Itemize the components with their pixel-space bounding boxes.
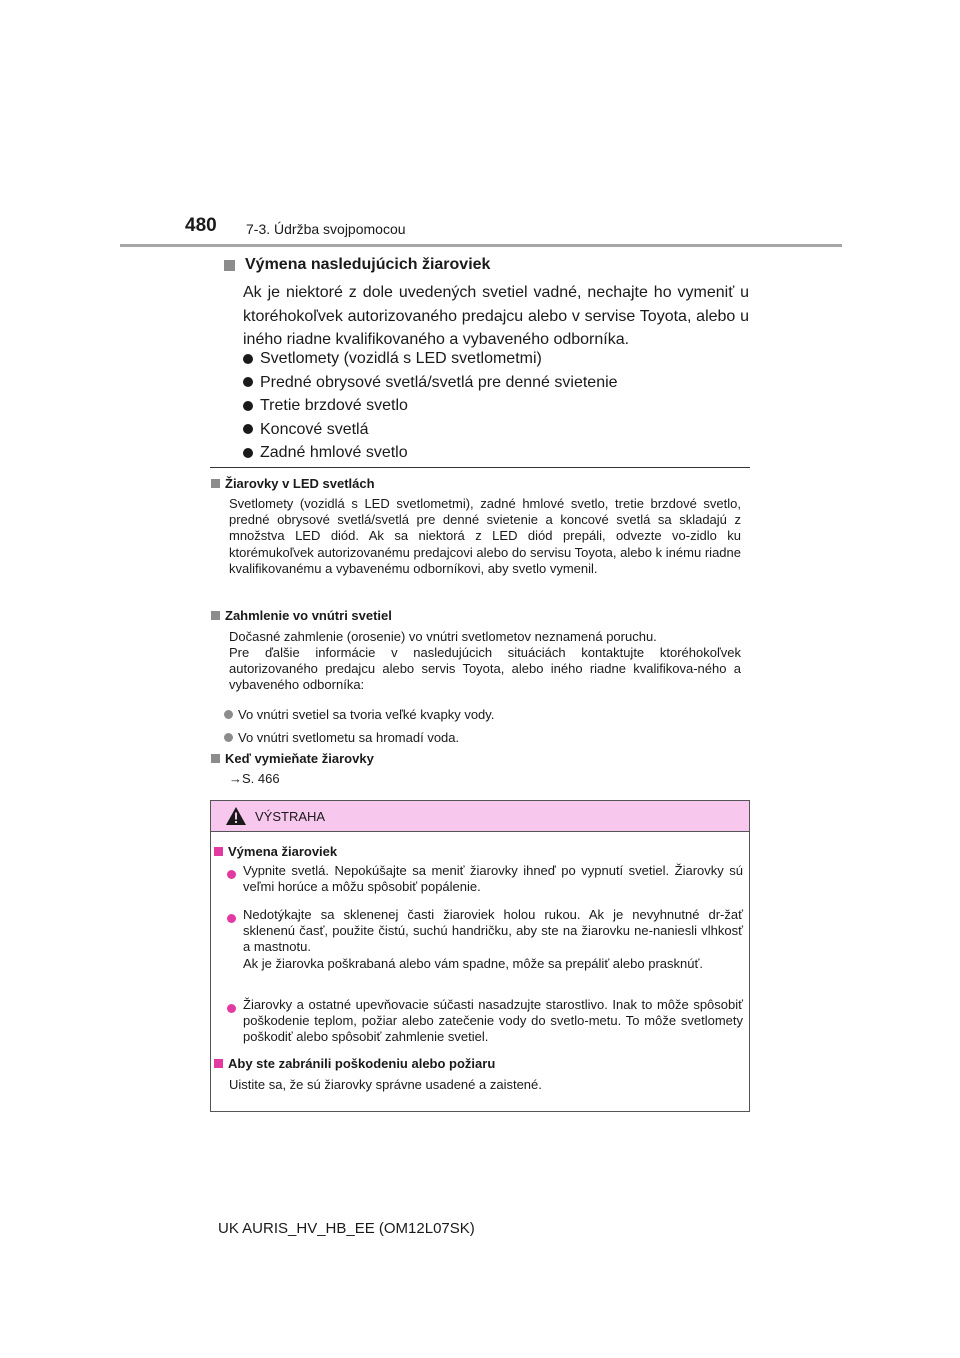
square-bullet-icon <box>224 260 235 271</box>
bullet-icon <box>243 424 253 434</box>
warning-item-2-extra: Ak je žiarovka poškrabaná alebo vám spadne, môže sa prepáliť alebo prasknúť. <box>243 956 703 971</box>
square-bullet-icon <box>211 611 220 620</box>
list-item: Tretie brzdové svetlo <box>243 394 749 418</box>
bullet-icon <box>227 914 236 923</box>
list-item: Vo vnútri svetiel sa tvoria veľké kvapky vody. <box>224 706 744 722</box>
square-bullet-icon <box>214 1059 223 1068</box>
bullet-icon <box>224 733 233 742</box>
bullet-icon <box>243 401 253 411</box>
warning-bullet <box>227 1000 241 1018</box>
bullet-icon <box>227 1004 236 1013</box>
section-title: 7-3. Údržba svojpomocou <box>246 221 406 237</box>
note-led-body: Svetlomety (vozidlá s LED svetlometmi), zadné hmlové svetlo, tretie brzdové svetlo, predné obrysové svetlá/svetlá pre denné svietenie a koncové svetlá sa skladajú z množstva LED diód. Ak sa niektorá z LED diód prepáli, odvezte vo-zidlo ku ktorémukoľvek autorizovanému predajcovi alebo do servisu Toyota, alebo k inému riadne kvalifikovanému a vybavenému odborníkovi, aby svetlo vymenil. <box>229 496 741 576</box>
note-fog-body: Pre ďalšie informácie v nasledujúcich situáciách kontaktujte ktoréhokoľvek autorizovaného predajcu alebo servis Toyota, alebo iného riadne kvalifikova-ného a vybaveného odborníka: <box>229 645 741 693</box>
note-led-title: Žiarovky v LED svetlách <box>211 476 375 491</box>
header-divider <box>120 244 842 247</box>
intro-paragraph: Ak je niektoré z dole uvedených svetiel vadné, nechajte ho vymeniť u ktoréhokoľvek autorizovaného predajcu alebo v servise Toyota, alebo u iného riadne kvalifikovaného a vybaveného odborníka. <box>243 284 749 349</box>
bullet-icon <box>227 870 236 879</box>
warning-triangle-icon <box>225 806 247 826</box>
list-item: Predné obrysové svetlá/svetlá pre denné svietenie <box>243 371 749 395</box>
warning-header <box>211 801 749 832</box>
main-heading <box>224 256 490 274</box>
warning-section2-body: Uistite sa, že sú žiarovky správne usadené a zaistené. <box>229 1077 542 1092</box>
warning-item-2: Nedotýkajte sa sklenenej časti žiaroviek holou rukou. Ak je nevyhnutné dr-žať sklenenú časť, použite čistú, suchú handričku, aby ste na žiarovku ne-naniesli vlhkosť a mastnotu. <box>243 907 743 955</box>
bullet-icon <box>243 377 253 387</box>
square-bullet-icon <box>211 479 220 488</box>
warning-item-1: Vypnite svetlá. Nepokúšajte sa meniť žiarovky ihneď po vypnutí svetiel. Žiarovky sú veľmi horúce a môžu spôsobiť popálenie. <box>243 863 743 895</box>
light-list <box>243 347 749 465</box>
warning-item-3: Žiarovky a ostatné upevňovacie súčasti nasadzujte starostlivo. Inak to môže spôsobiť poškodenie teplom, požiar alebo zatečenie vody do svetlo-metu. To môže svetlomety poškodiť alebo spôsobiť zahmlenie svetiel. <box>243 997 743 1045</box>
square-bullet-icon <box>214 847 223 856</box>
bullet-icon <box>243 354 253 364</box>
warning-section2-title: Aby ste zabránili poškodeniu alebo požiaru <box>214 1056 495 1071</box>
page-number: 480 <box>185 215 217 236</box>
list-item: Zadné hmlové svetlo <box>243 441 749 465</box>
section-divider <box>210 467 750 468</box>
warning-section-title: Výmena žiaroviek <box>214 844 337 859</box>
list-item: Vo vnútri svetlometu sa hromadí voda. <box>224 729 744 745</box>
fog-list <box>224 706 744 745</box>
list-item: Svetlomety (vozidlá s LED svetlometmi) <box>243 347 749 371</box>
page-reference-link[interactable]: →S. 466 <box>229 771 280 786</box>
note-replace-title: Keď vymieňate žiarovky <box>211 751 374 766</box>
square-bullet-icon <box>211 754 220 763</box>
warning-label: VÝSTRAHA <box>255 808 326 824</box>
bullet-icon <box>224 710 233 719</box>
warning-bullet <box>227 910 241 928</box>
bullet-icon <box>243 448 253 458</box>
footer-code: UK AURIS_HV_HB_EE (OM12L07SK) <box>218 1220 475 1237</box>
note-fog-title: Zahmlenie vo vnútri svetiel <box>211 608 392 623</box>
main-heading-text: Výmena nasledujúcich žiaroviek <box>245 256 491 273</box>
list-item: Koncové svetlá <box>243 418 749 442</box>
note-fog-line: Dočasné zahmlenie (orosenie) vo vnútri svetlometov neznamená poruchu. <box>229 629 657 644</box>
warning-bullet <box>227 866 241 884</box>
